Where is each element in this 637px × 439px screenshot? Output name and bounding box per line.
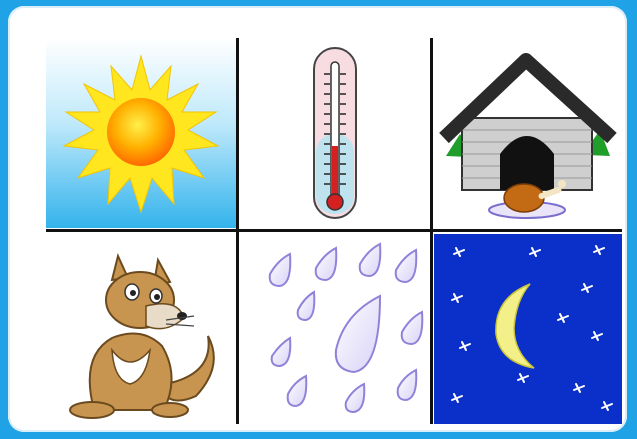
card-doghouse[interactable] (434, 38, 622, 228)
dog-icon (46, 234, 236, 424)
moon-night-icon (434, 234, 622, 424)
grid-divider-horizontal (46, 229, 622, 232)
picture-grid (46, 38, 622, 424)
thermometer-icon (240, 38, 430, 228)
doghouse-icon (434, 38, 622, 228)
picture-card-board (8, 6, 627, 432)
card-thermometer[interactable] (240, 38, 430, 228)
card-sun[interactable] (46, 38, 236, 228)
sun-icon (46, 38, 236, 228)
card-dog[interactable] (46, 234, 236, 424)
card-night-moon[interactable] (434, 234, 622, 424)
raindrops-icon (240, 234, 430, 424)
card-raindrops[interactable] (240, 234, 430, 424)
